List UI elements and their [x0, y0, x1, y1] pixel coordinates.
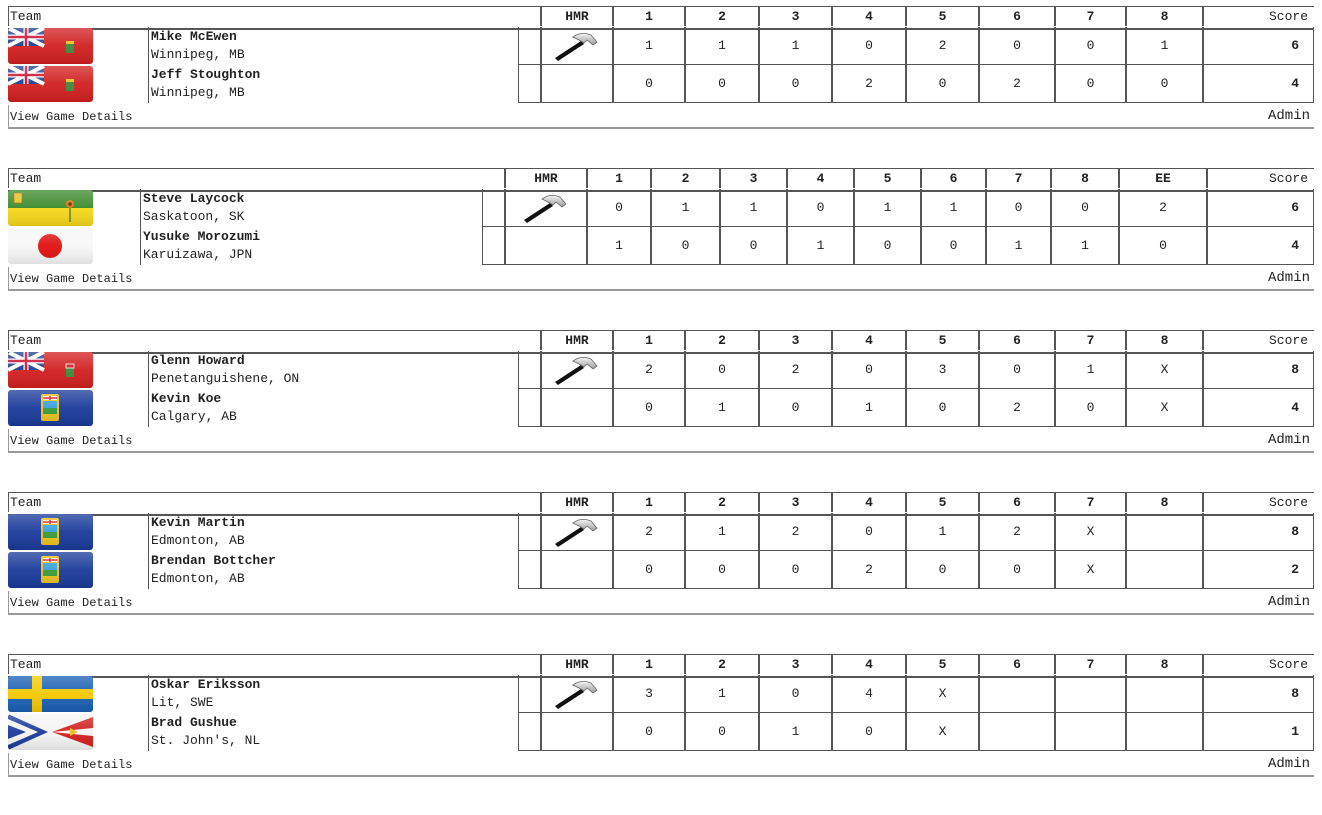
- sweden-flag-icon: [8, 676, 93, 712]
- ontario-flag-icon: [8, 352, 93, 388]
- team-city: Winnipeg, MB: [151, 47, 245, 62]
- end-score-cell: [1125, 551, 1202, 589]
- header-score-label: Score: [1202, 7, 1314, 26]
- saskatchewan-flag-icon: [8, 190, 93, 226]
- hammer-cell: [540, 27, 612, 65]
- header-score-label: Score: [1202, 493, 1314, 512]
- end-score-cell: 0: [758, 675, 831, 713]
- header-end-label: 1: [612, 493, 684, 512]
- team-info: [148, 351, 518, 389]
- view-game-details-link[interactable]: View Game Details: [10, 434, 133, 448]
- end-score-cell: 0: [1050, 189, 1118, 227]
- end-score-cell: 2: [978, 389, 1054, 427]
- end-score-cell: 1: [853, 189, 920, 227]
- header-score-label: Score: [1206, 169, 1314, 188]
- team-skip-name: Jeff Stoughton: [151, 67, 261, 82]
- team-city: St. John's, NL: [151, 733, 261, 748]
- team-flag: [8, 675, 93, 713]
- end-score-cell: [1125, 513, 1202, 551]
- game-box: [8, 6, 1314, 166]
- header-end-label: 7: [1054, 655, 1125, 674]
- team-info: [148, 65, 518, 103]
- total-score-cell: 1: [1202, 713, 1314, 751]
- header-end-label: 3: [758, 331, 831, 350]
- end-score-cell: 0: [978, 351, 1054, 389]
- team-city: Calgary, AB: [151, 409, 237, 424]
- header-end-label: 4: [831, 493, 905, 512]
- header-end-label: 7: [1054, 331, 1125, 350]
- manitoba-flag-icon: [8, 28, 93, 64]
- header-team-label: Team: [8, 7, 540, 26]
- view-game-details-link[interactable]: View Game Details: [10, 272, 133, 286]
- spacer-cell: [482, 189, 504, 227]
- hammer-icon: [551, 31, 603, 61]
- spacer-cell: [482, 227, 504, 265]
- hammer-cell: [540, 551, 612, 589]
- end-score-cell: 1: [1050, 227, 1118, 265]
- team-row: [8, 351, 1314, 389]
- team-info: [148, 513, 518, 551]
- total-score-cell: 6: [1202, 27, 1314, 65]
- team-row: [8, 713, 1314, 751]
- hammer-icon: [551, 517, 603, 547]
- game-footer: [8, 429, 1314, 453]
- newfoundland-flag-icon: [8, 714, 93, 750]
- end-score-cell: X: [905, 713, 978, 751]
- header-end-label: 5: [905, 331, 978, 350]
- end-score-cell: X: [1125, 389, 1202, 427]
- hammer-cell: [540, 389, 612, 427]
- manitoba-flag-icon: [8, 66, 93, 102]
- end-score-cell: 1: [786, 227, 853, 265]
- hammer-icon: [551, 679, 603, 709]
- header-team-label: Team: [8, 655, 540, 674]
- header-score-label: Score: [1202, 655, 1314, 674]
- team-row: [8, 389, 1314, 427]
- end-score-cell: 2: [1118, 189, 1206, 227]
- spacer-cell: [518, 551, 540, 589]
- team-city: Edmonton, AB: [151, 571, 245, 586]
- admin-link[interactable]: Admin: [1267, 756, 1310, 772]
- end-score-cell: 0: [684, 351, 758, 389]
- header-hmr-label: HMR: [540, 7, 612, 26]
- header-end-label: EE: [1118, 169, 1206, 188]
- end-score-cell: 2: [612, 513, 684, 551]
- end-score-cell: 1: [684, 513, 758, 551]
- alberta-flag-icon: [8, 552, 93, 588]
- header-end-label: 7: [1054, 493, 1125, 512]
- header-end-label: 6: [978, 331, 1054, 350]
- end-score-cell: 0: [758, 389, 831, 427]
- end-score-cell: X: [1054, 513, 1125, 551]
- hammer-cell: [540, 513, 612, 551]
- end-score-cell: 2: [758, 351, 831, 389]
- end-score-cell: 1: [684, 27, 758, 65]
- header-end-label: 4: [831, 655, 905, 674]
- end-score-cell: 1: [920, 189, 985, 227]
- total-score-cell: 8: [1202, 351, 1314, 389]
- end-score-cell: 0: [684, 551, 758, 589]
- spacer-cell: [518, 351, 540, 389]
- header-end-label: 5: [905, 655, 978, 674]
- game-footer: [8, 267, 1314, 291]
- team-flag: [8, 227, 93, 265]
- view-game-details-link[interactable]: View Game Details: [10, 596, 133, 610]
- header-hmr-label: HMR: [540, 655, 612, 674]
- header-end-label: 8: [1125, 493, 1202, 512]
- end-score-cell: 0: [684, 713, 758, 751]
- header-end-label: 1: [586, 169, 650, 188]
- header-end-label: 8: [1125, 655, 1202, 674]
- end-score-cell: 0: [586, 189, 650, 227]
- admin-link[interactable]: Admin: [1267, 432, 1310, 448]
- header-end-label: 5: [905, 7, 978, 26]
- end-score-cell: 1: [1054, 351, 1125, 389]
- hammer-cell: [540, 675, 612, 713]
- game-footer: [8, 753, 1314, 777]
- hammer-cell: [504, 227, 586, 265]
- header-end-label: 7: [1054, 7, 1125, 26]
- end-score-cell: 0: [905, 389, 978, 427]
- team-flag: [8, 551, 93, 589]
- end-score-cell: 0: [1118, 227, 1206, 265]
- end-score-cell: 4: [831, 675, 905, 713]
- total-score-cell: 4: [1202, 389, 1314, 427]
- end-score-cell: X: [905, 675, 978, 713]
- end-score-cell: 1: [719, 189, 786, 227]
- spacer-cell: [518, 675, 540, 713]
- hammer-cell: [540, 65, 612, 103]
- end-score-cell: 2: [831, 551, 905, 589]
- team-flag: [8, 513, 93, 551]
- team-row: [8, 227, 1314, 265]
- header-hmr-label: HMR: [504, 169, 586, 188]
- team-row: [8, 189, 1314, 227]
- header-end-label: 4: [831, 7, 905, 26]
- header-end-label: 3: [719, 169, 786, 188]
- header-end-label: 5: [853, 169, 920, 188]
- end-score-cell: 1: [758, 27, 831, 65]
- admin-link[interactable]: Admin: [1267, 108, 1310, 124]
- team-row: [8, 65, 1314, 103]
- team-city: Saskatoon, SK: [143, 209, 245, 224]
- hammer-cell: [504, 189, 586, 227]
- end-score-cell: 0: [612, 389, 684, 427]
- team-row: [8, 513, 1314, 551]
- end-score-cell: 0: [650, 227, 719, 265]
- total-score-cell: 4: [1206, 227, 1314, 265]
- end-score-cell: 0: [920, 227, 985, 265]
- admin-link[interactable]: Admin: [1267, 594, 1310, 610]
- end-score-cell: 0: [786, 189, 853, 227]
- team-skip-name: Brendan Bottcher: [151, 553, 276, 568]
- team-flag: [8, 351, 93, 389]
- end-score-cell: 0: [612, 65, 684, 103]
- end-score-cell: [978, 713, 1054, 751]
- team-skip-name: Oskar Eriksson: [151, 677, 261, 692]
- team-skip-name: Steve Laycock: [143, 191, 245, 206]
- header-end-label: 8: [1050, 169, 1118, 188]
- header-end-label: 2: [684, 493, 758, 512]
- header-end-label: 8: [1125, 7, 1202, 26]
- header-end-label: 6: [920, 169, 985, 188]
- end-score-cell: 1: [684, 389, 758, 427]
- header-end-label: 6: [978, 7, 1054, 26]
- end-score-cell: 0: [831, 713, 905, 751]
- end-score-cell: 2: [758, 513, 831, 551]
- header-end-label: 4: [831, 331, 905, 350]
- team-skip-name: Mike McEwen: [151, 29, 237, 44]
- header-end-label: 3: [758, 493, 831, 512]
- game-box: [8, 654, 1314, 814]
- end-score-cell: 1: [684, 675, 758, 713]
- team-skip-name: Brad Gushue: [151, 715, 237, 730]
- end-score-cell: 2: [831, 65, 905, 103]
- total-score-cell: 6: [1206, 189, 1314, 227]
- end-score-cell: 0: [612, 551, 684, 589]
- team-info: [148, 713, 518, 751]
- team-flag: [8, 189, 93, 227]
- game-box: [8, 492, 1314, 652]
- spacer-cell: [518, 65, 540, 103]
- header-hmr-label: HMR: [540, 493, 612, 512]
- game-box: [8, 330, 1314, 490]
- view-game-details-link[interactable]: View Game Details: [10, 110, 133, 124]
- end-score-cell: 0: [758, 551, 831, 589]
- header-end-label: 4: [786, 169, 853, 188]
- hammer-cell: [540, 713, 612, 751]
- team-row: [8, 27, 1314, 65]
- team-row: [8, 675, 1314, 713]
- end-score-cell: 0: [978, 551, 1054, 589]
- header-end-label: 3: [758, 655, 831, 674]
- end-score-cell: 2: [978, 513, 1054, 551]
- end-score-cell: X: [1125, 351, 1202, 389]
- spacer-cell: [518, 713, 540, 751]
- header-team-label: Team: [8, 169, 504, 188]
- admin-link[interactable]: Admin: [1267, 270, 1310, 286]
- header-end-label: 1: [612, 331, 684, 350]
- team-city: Edmonton, AB: [151, 533, 245, 548]
- header-end-label: 2: [684, 331, 758, 350]
- header-end-label: 8: [1125, 331, 1202, 350]
- end-score-cell: 2: [612, 351, 684, 389]
- end-score-cell: 0: [719, 227, 786, 265]
- end-score-cell: 0: [612, 713, 684, 751]
- end-score-cell: 0: [1054, 27, 1125, 65]
- game-box: [8, 168, 1314, 328]
- header-team-label: Team: [8, 331, 540, 350]
- header-end-label: 6: [978, 493, 1054, 512]
- end-score-cell: 1: [758, 713, 831, 751]
- end-score-cell: 0: [1125, 65, 1202, 103]
- header-end-label: 2: [684, 655, 758, 674]
- end-score-cell: 0: [758, 65, 831, 103]
- end-score-cell: 1: [831, 389, 905, 427]
- header-team-label: Team: [8, 493, 540, 512]
- end-score-cell: 2: [978, 65, 1054, 103]
- game-footer: [8, 105, 1314, 129]
- end-score-cell: [1125, 713, 1202, 751]
- team-flag: [8, 713, 93, 751]
- team-flag: [8, 65, 93, 103]
- team-city: Winnipeg, MB: [151, 85, 245, 100]
- team-info: [148, 389, 518, 427]
- hammer-icon: [520, 193, 572, 223]
- end-score-cell: 1: [985, 227, 1050, 265]
- end-score-cell: 1: [650, 189, 719, 227]
- end-score-cell: 2: [905, 27, 978, 65]
- team-city: Penetanguishene, ON: [151, 371, 300, 386]
- header-end-label: 1: [612, 655, 684, 674]
- spacer-cell: [518, 513, 540, 551]
- end-score-cell: 3: [612, 675, 684, 713]
- end-score-cell: 3: [905, 351, 978, 389]
- view-game-details-link[interactable]: View Game Details: [10, 758, 133, 772]
- end-score-cell: 0: [905, 65, 978, 103]
- team-city: Karuizawa, JPN: [143, 247, 253, 262]
- team-skip-name: Yusuke Morozumi: [143, 229, 261, 244]
- alberta-flag-icon: [8, 390, 93, 426]
- hammer-icon: [551, 355, 603, 385]
- end-score-cell: 0: [1054, 389, 1125, 427]
- header-end-label: 1: [612, 7, 684, 26]
- header-hmr-label: HMR: [540, 331, 612, 350]
- end-score-cell: 0: [684, 65, 758, 103]
- spacer-cell: [518, 389, 540, 427]
- end-score-cell: 0: [831, 513, 905, 551]
- header-end-label: 5: [905, 493, 978, 512]
- end-score-cell: X: [1054, 551, 1125, 589]
- alberta-flag-icon: [8, 514, 93, 550]
- end-score-cell: 1: [1125, 27, 1202, 65]
- japan-flag-icon: [8, 228, 93, 264]
- total-score-cell: 2: [1202, 551, 1314, 589]
- team-skip-name: Kevin Martin: [151, 515, 245, 530]
- end-score-cell: 1: [612, 27, 684, 65]
- header-end-label: 3: [758, 7, 831, 26]
- team-info: [148, 551, 518, 589]
- header-end-label: 7: [985, 169, 1050, 188]
- end-score-cell: 0: [1054, 65, 1125, 103]
- team-info: [140, 189, 482, 227]
- header-end-label: 2: [684, 7, 758, 26]
- end-score-cell: 0: [985, 189, 1050, 227]
- end-score-cell: 0: [853, 227, 920, 265]
- header-end-label: 6: [978, 655, 1054, 674]
- end-score-cell: [978, 675, 1054, 713]
- team-skip-name: Kevin Koe: [151, 391, 222, 406]
- hammer-cell: [540, 351, 612, 389]
- end-score-cell: 0: [905, 551, 978, 589]
- header-score-label: Score: [1202, 331, 1314, 350]
- end-score-cell: [1125, 675, 1202, 713]
- end-score-cell: 1: [905, 513, 978, 551]
- team-flag: [8, 27, 93, 65]
- team-city: Lit, SWE: [151, 695, 214, 710]
- team-flag: [8, 389, 93, 427]
- team-info: [148, 27, 518, 65]
- team-info: [140, 227, 482, 265]
- end-score-cell: 0: [831, 27, 905, 65]
- end-score-cell: 0: [978, 27, 1054, 65]
- total-score-cell: 8: [1202, 675, 1314, 713]
- spacer-cell: [518, 27, 540, 65]
- game-footer: [8, 591, 1314, 615]
- end-score-cell: 1: [586, 227, 650, 265]
- end-score-cell: 0: [831, 351, 905, 389]
- team-row: [8, 551, 1314, 589]
- end-score-cell: [1054, 675, 1125, 713]
- team-skip-name: Glenn Howard: [151, 353, 245, 368]
- total-score-cell: 4: [1202, 65, 1314, 103]
- total-score-cell: 8: [1202, 513, 1314, 551]
- team-info: [148, 675, 518, 713]
- end-score-cell: [1054, 713, 1125, 751]
- header-end-label: 2: [650, 169, 719, 188]
